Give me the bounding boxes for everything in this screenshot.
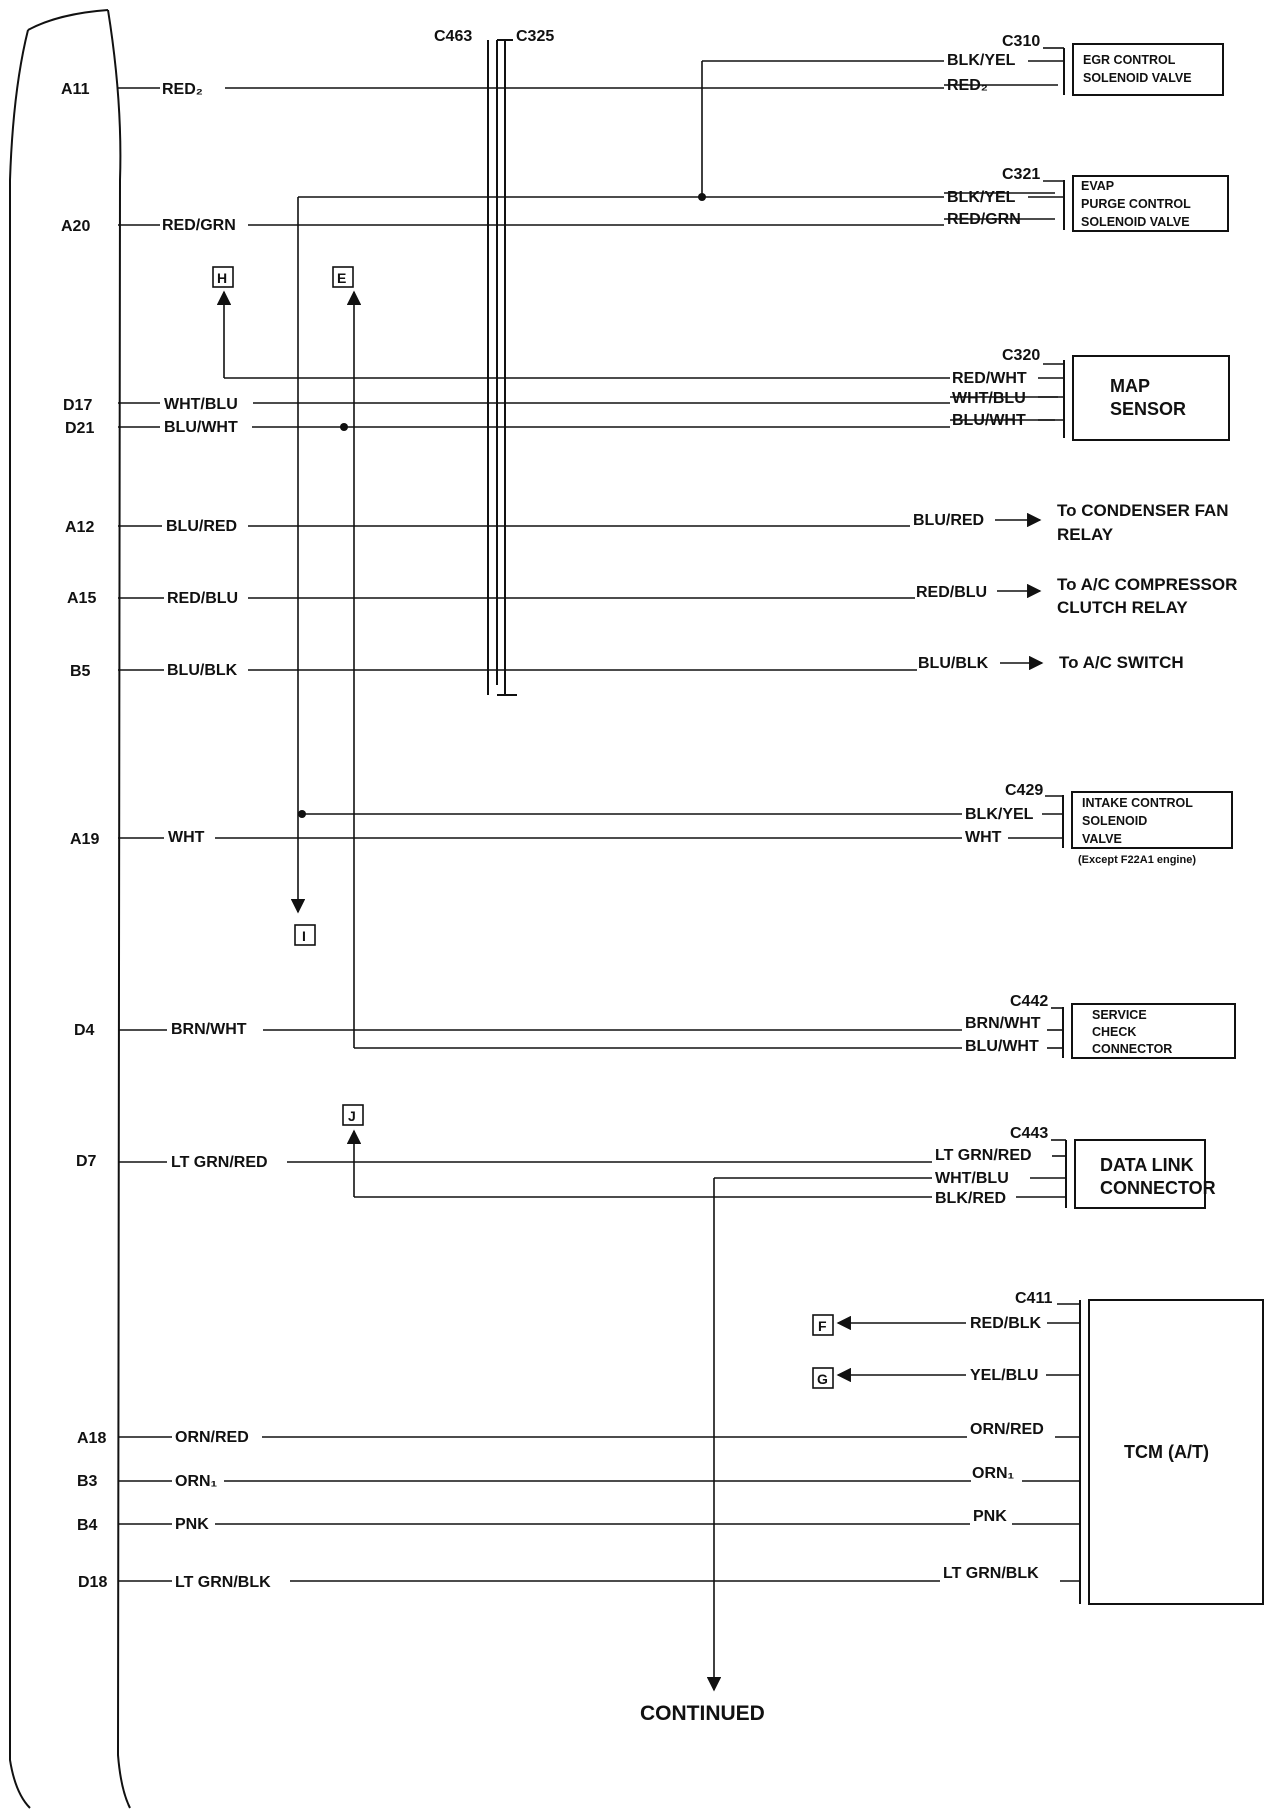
pin-a11: A11 <box>61 81 90 98</box>
wire-d21-label: BLU/WHT <box>164 419 238 436</box>
service-wire1: BRN/WHT <box>965 1015 1041 1032</box>
tcm-wire1: RED/BLK <box>970 1315 1042 1332</box>
tcm-wire2: YEL/BLU <box>970 1367 1039 1384</box>
splice-c325-label: C325 <box>516 28 555 45</box>
tcm-wire4: ORN₁ <box>972 1465 1015 1482</box>
intake-line3: VALVE <box>1082 832 1122 846</box>
ref-j-letter: J <box>348 1108 356 1124</box>
dest-condenser-wire: BLU/RED <box>913 512 985 529</box>
intake-line1: INTAKE CONTROL <box>1082 796 1193 810</box>
wire-a18-label: ORN/RED <box>175 1429 249 1446</box>
tcm-wire6: LT GRN/BLK <box>943 1565 1039 1582</box>
splice-c463-label: C463 <box>434 28 473 45</box>
ref-f-letter: F <box>818 1318 827 1334</box>
dlc-line2: CONNECTOR <box>1100 1178 1216 1198</box>
evap-wire2: RED/GRN <box>947 211 1021 228</box>
tcm-wire5: PNK <box>973 1508 1007 1525</box>
egr-wire2: RED₂ <box>947 77 988 94</box>
intake-connector: C429 <box>1005 782 1044 799</box>
pin-d21: D21 <box>65 420 95 437</box>
service-connector: C442 <box>1010 993 1049 1010</box>
evap-line2: PURGE CONTROL <box>1081 197 1191 211</box>
wire-b4-label: PNK <box>175 1516 209 1533</box>
ecm-connector-edge <box>108 10 130 1808</box>
tcm <box>838 1290 1263 1604</box>
map-line2: SENSOR <box>1110 399 1187 419</box>
map-wire1: RED/WHT <box>952 370 1027 387</box>
egr-wire1: BLK/YEL <box>947 52 1016 69</box>
map-wire3: BLU/WHT <box>952 412 1026 429</box>
data-link-connector <box>935 1125 1216 1208</box>
dest-compressor-wire: RED/BLU <box>916 584 988 601</box>
wire-a11-label: RED₂ <box>162 81 203 98</box>
egr-line2: SOLENOID VALVE <box>1083 71 1192 85</box>
dest-condenser-line1: To CONDENSER FAN <box>1057 501 1229 520</box>
dest-compressor-line1: To A/C COMPRESSOR <box>1057 575 1238 594</box>
intake-wire2: WHT <box>965 829 1002 846</box>
intake-wire1: BLK/YEL <box>965 806 1034 823</box>
tcm-wire3: ORN/RED <box>970 1421 1044 1438</box>
pin-d17: D17 <box>63 397 93 414</box>
pin-a20: A20 <box>61 218 91 235</box>
dlc-connector: C443 <box>1010 1125 1049 1142</box>
intake-note: (Except F22A1 engine) <box>1078 854 1196 866</box>
dest-ac-switch-line1: To A/C SWITCH <box>1059 653 1184 672</box>
egr-connector: C310 <box>1002 33 1041 50</box>
wire-b3-label: ORN₁ <box>175 1473 218 1490</box>
pin-b3: B3 <box>77 1473 98 1490</box>
pin-a12: A12 <box>65 519 95 536</box>
map-sensor <box>952 347 1229 440</box>
wire-d18-label: LT GRN/BLK <box>175 1574 271 1591</box>
tcm-label: TCM (A/T) <box>1124 1442 1209 1462</box>
wire-d17-label: WHT/BLU <box>164 396 238 413</box>
ref-h-letter: H <box>217 270 228 286</box>
service-line3: CONNECTOR <box>1092 1042 1173 1056</box>
service-wire2: BLU/WHT <box>965 1038 1039 1055</box>
intake-control-solenoid-valve <box>965 782 1232 866</box>
wire-a15-label: RED/BLU <box>167 590 239 607</box>
pin-d7: D7 <box>76 1153 97 1170</box>
ecm-connector-block <box>10 30 30 1808</box>
ref-g <box>813 1368 833 1388</box>
splice-c463-c325 <box>434 28 554 695</box>
evap-line3: SOLENOID VALVE <box>1081 215 1190 229</box>
wire-d7-label: LT GRN/RED <box>171 1154 268 1171</box>
ref-e-letter: E <box>337 270 347 286</box>
pin-a19: A19 <box>70 831 100 848</box>
ref-h <box>213 267 233 287</box>
ref-f <box>813 1315 833 1335</box>
dlc-wire3: BLK/RED <box>935 1190 1007 1207</box>
evap-line1: EVAP <box>1081 179 1115 193</box>
pin-a15: A15 <box>67 590 97 607</box>
ref-i-letter: I <box>302 928 306 944</box>
egr-line1: EGR CONTROL <box>1083 53 1176 67</box>
dest-compressor-line2: CLUTCH RELAY <box>1057 598 1188 617</box>
dlc-line1: DATA LINK <box>1100 1155 1194 1175</box>
map-connector: C320 <box>1002 347 1041 364</box>
map-wire2: WHT/BLU <box>952 390 1026 407</box>
ref-i <box>295 925 315 945</box>
evap-wire1: BLK/YEL <box>947 189 1016 206</box>
pin-d18: D18 <box>78 1574 108 1591</box>
ref-j <box>343 1105 363 1125</box>
pin-d4: D4 <box>74 1022 95 1039</box>
wire-a20-label: RED/GRN <box>162 217 236 234</box>
pin-b5: B5 <box>70 663 91 680</box>
dlc-wire1: LT GRN/RED <box>935 1147 1032 1164</box>
evap-connector: C321 <box>1002 166 1041 183</box>
dlc-wire2: WHT/BLU <box>935 1170 1009 1187</box>
pin-b4: B4 <box>77 1517 98 1534</box>
service-check-connector <box>965 993 1235 1058</box>
continued-label: CONTINUED <box>640 1702 765 1725</box>
dest-ac-switch-wire: BLU/BLK <box>918 655 989 672</box>
evap-purge-control-solenoid-valve <box>947 166 1228 231</box>
service-line2: CHECK <box>1092 1025 1137 1039</box>
wire-b5-label: BLU/BLK <box>167 662 238 679</box>
dest-condenser-line2: RELAY <box>1057 525 1114 544</box>
pin-a18: A18 <box>77 1430 107 1447</box>
ref-g-letter: G <box>817 1371 828 1387</box>
wire-a12-label: BLU/RED <box>166 518 238 535</box>
wire-d4-label: BRN/WHT <box>171 1021 247 1038</box>
intake-line2: SOLENOID <box>1082 814 1148 828</box>
service-line1: SERVICE <box>1092 1008 1147 1022</box>
wire-a19-label: WHT <box>168 829 205 846</box>
ref-e <box>333 267 353 287</box>
map-line1: MAP <box>1110 376 1150 396</box>
tcm-connector: C411 <box>1015 1290 1053 1307</box>
ecm-connector-top <box>28 10 108 30</box>
